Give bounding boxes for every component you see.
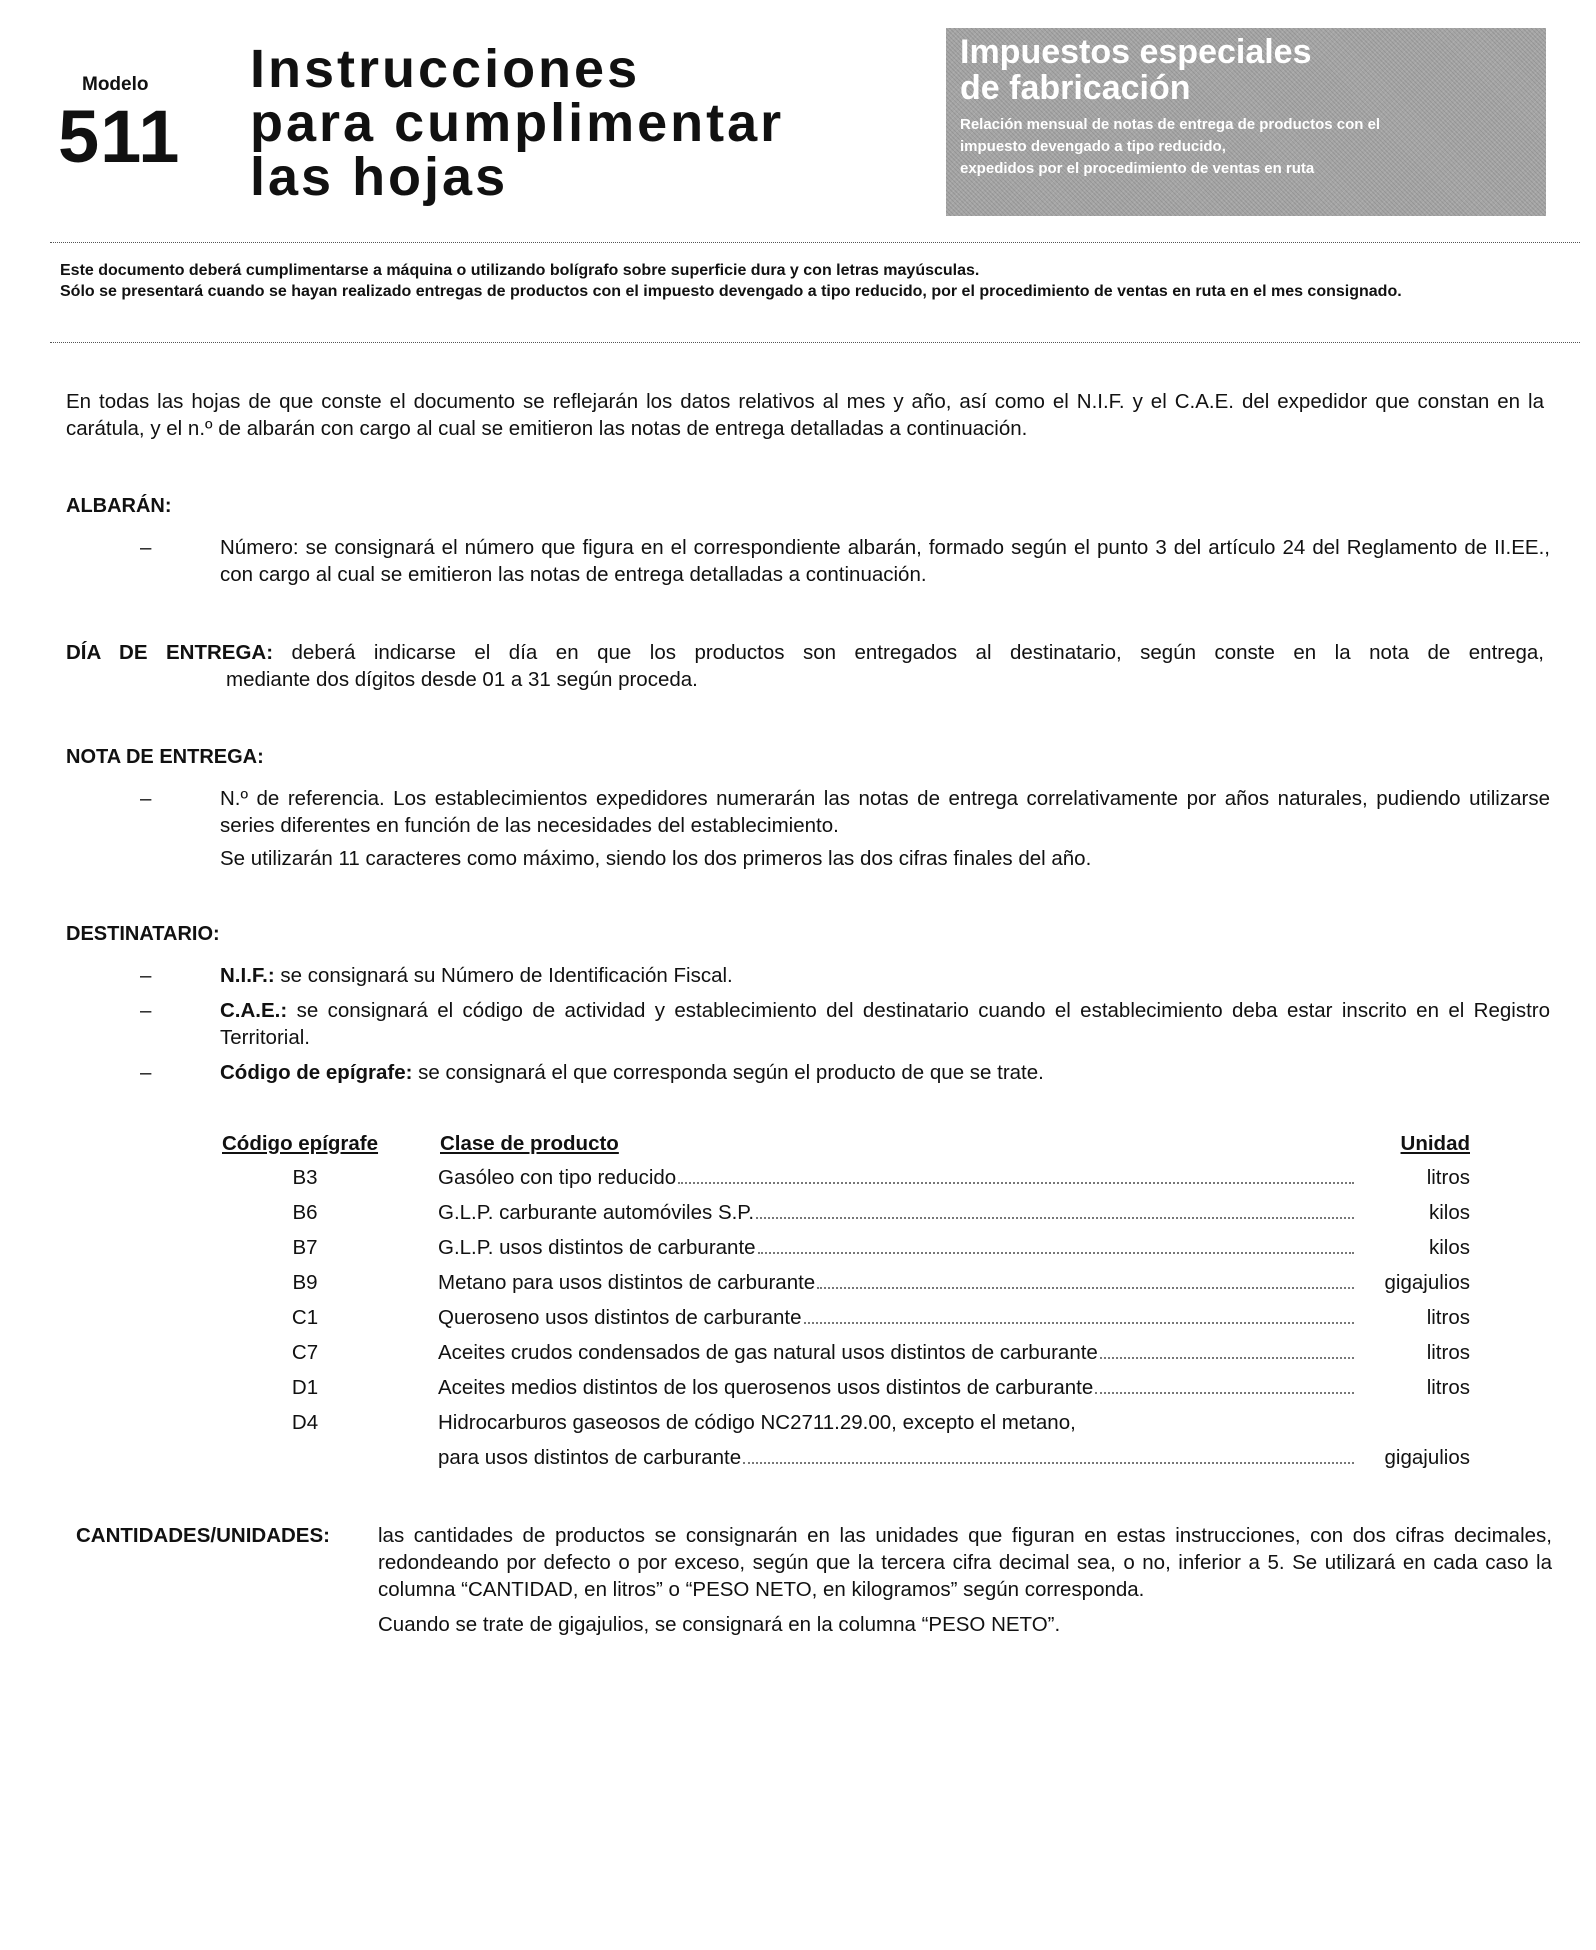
product-table: [220, 1128, 1470, 1475]
column-header: Código epígrafe: [222, 1132, 379, 1155]
code-cell: B9: [292, 1270, 318, 1294]
leader-dots: [743, 1462, 1354, 1464]
table-row: [220, 1195, 1470, 1230]
unit-cell: litros: [1426, 1340, 1470, 1364]
page-title-line: las hojas: [250, 147, 509, 207]
unit-cell: gigajulios: [1384, 1270, 1470, 1294]
dash-bullet: –: [140, 964, 152, 987]
divider: [50, 342, 1580, 343]
dia-entrega-text: deberá indicarse el día en que los productos son entregados al destinatario, según conste en la nota de entrega,: [291, 641, 1544, 664]
dash-bullet: –: [140, 787, 152, 810]
page-title-line: Instrucciones: [250, 39, 641, 99]
clase-cell: Hidrocarburos gaseosos de código NC2711.29.00, excepto el metano,: [438, 1410, 1076, 1434]
clase-cell: Metano para usos distintos de carburante: [438, 1270, 816, 1294]
intro-paragraph: En todas las hojas de que conste el documento se reflejarán los datos relativos al mes y año, así como el N.I.F. y el C.A.E. del expedidor que constan en la carátula, y el n.º de albarán con cargo al cual se emitieron las notas de entrega detalladas a continuación.: [66, 390, 1544, 440]
code-cell: B6: [292, 1200, 318, 1224]
dash-bullet: –: [140, 536, 152, 559]
list-item: [140, 534, 1550, 588]
clase-cell: G.L.P. carburante automóviles S.P.: [438, 1200, 755, 1224]
list-item-text: se consignará el que corresponda según el producto de que se trate.: [412, 1061, 1044, 1084]
section-heading-nota-entrega: NOTA DE ENTREGA:: [66, 746, 264, 768]
code-cell: C1: [291, 1305, 319, 1329]
table-row: [220, 1265, 1470, 1300]
banner-subtitle-line: impuesto devengado a tipo reducido,: [960, 138, 1226, 155]
column-header: Clase de producto: [440, 1132, 619, 1155]
cantidades-text-2: Cuando se trate de gigajulios, se consignará en la columna “PESO NETO”.: [378, 1613, 1061, 1636]
section-heading-dia-entrega: DÍA DE ENTREGA:: [66, 641, 274, 664]
unit-cell: gigajulios: [1384, 1445, 1470, 1469]
section-heading-destinatario: DESTINATARIO:: [66, 923, 220, 945]
clase-cell: Aceites crudos condensados de gas natural usos distintos de carburante: [438, 1340, 1098, 1364]
leader-dots: [758, 1252, 1354, 1254]
table-row: [220, 1335, 1470, 1370]
modelo-number: 511: [58, 95, 181, 178]
list-item: [140, 1059, 1550, 1086]
clase-cell: Gasóleo con tipo reducido: [438, 1165, 677, 1189]
table-header-row: [220, 1128, 1470, 1160]
destinatario-list: [140, 962, 1550, 1086]
list-item: [140, 785, 1550, 872]
column-header: Unidad: [1400, 1132, 1470, 1155]
unit-cell: litros: [1426, 1305, 1470, 1329]
unit-cell: litros: [1426, 1165, 1470, 1189]
page-title: [250, 39, 785, 207]
divider: [50, 242, 1580, 243]
banner-subtitle: [960, 114, 1532, 180]
banner-subtitle-line: expedidos por el procedimiento de ventas en ruta: [960, 160, 1315, 177]
section-heading-albaran: ALBARÁN:: [66, 495, 172, 517]
list-item: [140, 962, 1550, 989]
dia-entrega-text-2: mediante dos dígitos desde 01 a 31 según proceda.: [226, 668, 698, 691]
field-label: N.I.F.:: [220, 964, 275, 987]
modelo-label: Modelo: [82, 74, 149, 95]
leader-dots: [1095, 1392, 1354, 1394]
table-row: [220, 1230, 1470, 1265]
section-heading-cantidades: CANTIDADES/UNIDADES:: [76, 1524, 330, 1547]
dash-bullet: –: [140, 1061, 152, 1084]
page-title-line: para cumplimentar: [250, 93, 785, 153]
banner-title-line: de fabricación: [960, 69, 1191, 107]
clase-cell: Aceites medios distintos de los querosenos usos distintos de carburante: [438, 1375, 1094, 1399]
field-label: C.A.E.:: [220, 999, 288, 1022]
unit-cell: litros: [1426, 1375, 1470, 1399]
nota-entrega-text-2: Se utilizarán 11 caracteres como máximo, siendo los dos primeros las dos cifras finales del año.: [220, 847, 1092, 870]
notice-line: Sólo se presentará cuando se hayan realizado entregas de productos con el impuesto devengado a tipo reducido, por el procedimiento de ventas en ruta en el mes consignado.: [60, 283, 1402, 300]
code-cell: B3: [292, 1165, 318, 1189]
clase-cell: G.L.P. usos distintos de carburante: [438, 1235, 756, 1259]
leader-dots: [804, 1322, 1354, 1324]
table-row: [220, 1160, 1470, 1195]
notice-line: Este documento deberá cumplimentarse a máquina o utilizando bolígrafo sobre superficie dura y con letras mayúsculas.: [60, 262, 980, 279]
table-row: [220, 1370, 1470, 1405]
list-item-text: Número: se consignará el número que figura en el correspondiente albarán, formado según el punto 3 del artículo 24 del Reglamento de II.EE., con cargo al cual se emitieron las notas de entrega detalladas a continuación.: [220, 536, 1550, 586]
clase-cell: para usos distintos de carburante: [438, 1445, 742, 1469]
leader-dots: [756, 1217, 1354, 1219]
code-cell: D1: [291, 1375, 319, 1399]
code-cell: C7: [291, 1340, 319, 1364]
list-item-text: se consignará el código de actividad y establecimiento del destinatario cuando el establecimiento deba estar inscrito en el Registro Territorial.: [220, 999, 1550, 1049]
notice-box: [60, 260, 1550, 302]
banner-title-line: Impuestos especiales: [960, 33, 1312, 71]
tax-banner: [946, 28, 1546, 216]
dia-entrega-section: [66, 639, 1544, 693]
field-label: Código de epígrafe:: [220, 1061, 413, 1084]
cantidades-text: las cantidades de productos se consignarán en las unidades que figuran en estas instrucciones, con dos cifras decimales, redondeando por defecto o por exceso, según que la tercera cifra decimal sea, o no, inferior a 5. Se utilizará en cada caso la columna “CANTIDAD, en litros” o “PESO NETO, en kilogramos” según corresponda.: [378, 1524, 1552, 1601]
cantidades-section: [76, 1522, 1552, 1638]
leader-dots: [678, 1182, 1354, 1184]
list-item: [140, 997, 1550, 1051]
table-row: [220, 1300, 1470, 1335]
nota-entrega-text: N.º de referencia. Los establecimientos expedidores numerarán las notas de entrega correlativamente por años naturales, pudiendo utilizarse series diferentes en función de las necesidades del establecimiento.: [220, 787, 1550, 837]
leader-dots: [817, 1287, 1354, 1289]
code-cell: D4: [291, 1410, 319, 1434]
unit-cell: kilos: [1428, 1235, 1470, 1259]
list-item-text: [220, 785, 1550, 872]
list-item-text: se consignará su Número de Identificación Fiscal.: [274, 964, 733, 987]
table-row: [220, 1440, 1470, 1475]
unit-cell: kilos: [1428, 1200, 1470, 1224]
table-row: [220, 1405, 1470, 1440]
clase-cell: Queroseno usos distintos de carburante: [438, 1305, 802, 1329]
dash-bullet: –: [140, 999, 152, 1022]
leader-dots: [1100, 1357, 1354, 1359]
banner-subtitle-line: Relación mensual de notas de entrega de productos con el: [960, 116, 1381, 133]
code-cell: B7: [292, 1235, 318, 1259]
